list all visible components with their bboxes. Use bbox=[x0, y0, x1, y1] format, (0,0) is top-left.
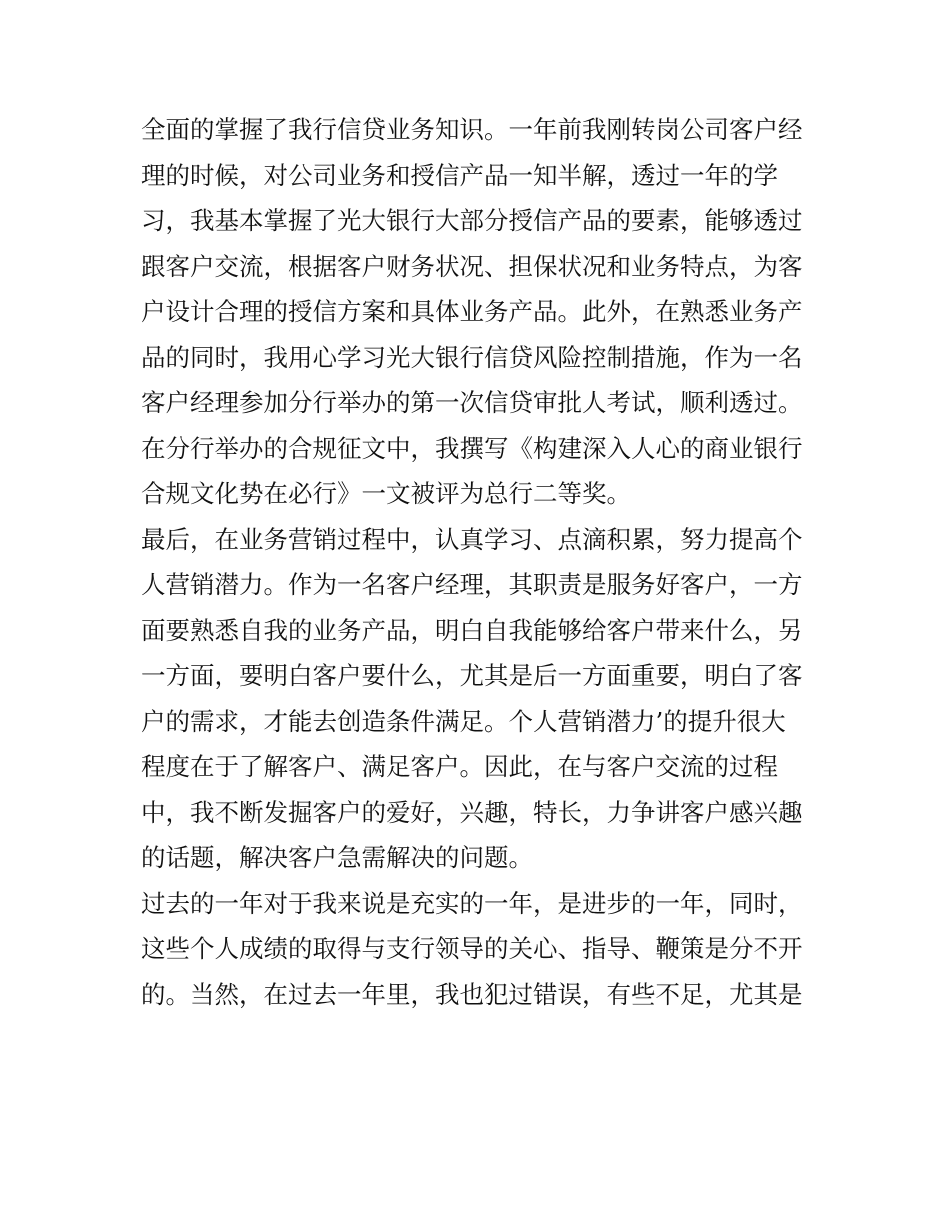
text-line: 跟客户交流，根据客户财务状况、担保状况和业务特点，为客 bbox=[141, 251, 803, 281]
paragraph-2 bbox=[141, 517, 821, 881]
text-line: 习，我基本掌握了光大银行大部分授信产品的要素，能够透过 bbox=[141, 206, 803, 235]
text-line: 理的时候，对公司业务和授信产品一知半解，透过一年的学 bbox=[141, 160, 778, 190]
document-body bbox=[141, 107, 821, 1017]
text-line: 的话题，解决客户急需解决的问题。 bbox=[141, 843, 533, 872]
text-line: 中，我不断发掘客户的爱好，兴趣，特长，力争讲客户感兴趣 bbox=[141, 797, 803, 827]
text-line: 过去的一年对于我来说是充实的一年，是进步的一年，同时， bbox=[141, 888, 803, 918]
text-line: 品的同时，我用心学习光大银行信贷风险控制措施，作为一名 bbox=[141, 342, 803, 372]
text-line: 面要熟悉自我的业务产品，明白自我能够给客户带来什么，另 bbox=[141, 615, 803, 645]
text-line: 户设计合理的授信方案和具体业务产品。此外，在熟悉业务产 bbox=[141, 297, 803, 326]
text-line: 最后，在业务营销过程中，认真学习、点滴积累，努力提高个 bbox=[141, 524, 803, 554]
text-line: 的。当然，在过去一年里，我也犯过错误，有些不足，尤其是 bbox=[141, 979, 803, 1009]
paragraph-1 bbox=[141, 107, 821, 517]
text-line: 这些个人成绩的取得与支行领导的关心、指导、鞭策是分不开 bbox=[141, 934, 803, 963]
paragraph-3 bbox=[141, 881, 821, 1018]
text-line: 在分行举办的合规征文中，我撰写《构建深入人心的商业银行 bbox=[141, 433, 803, 463]
text-line: 户的需求，才能去创造条件满足。个人营销潜力’的提升很大 bbox=[141, 706, 786, 736]
text-line: 合规文化势在必行》一文被评为总行二等奖。 bbox=[141, 479, 631, 508]
text-line: 程度在于了解客户、满足客户。因此，在与客户交流的过程 bbox=[141, 752, 778, 781]
text-line: 一方面，要明白客户要什么，尤其是后一方面重要，明白了客 bbox=[141, 661, 803, 690]
text-line: 客户经理参加分行举办的第一次信贷审批人考试，顺利透过。 bbox=[141, 388, 803, 417]
text-line: 人营销潜力。作为一名客户经理，其职责是服务好客户，一方 bbox=[141, 570, 803, 599]
text-line: 全面的掌握了我行信贷业务知识。一年前我刚转岗公司客户经 bbox=[141, 115, 803, 144]
